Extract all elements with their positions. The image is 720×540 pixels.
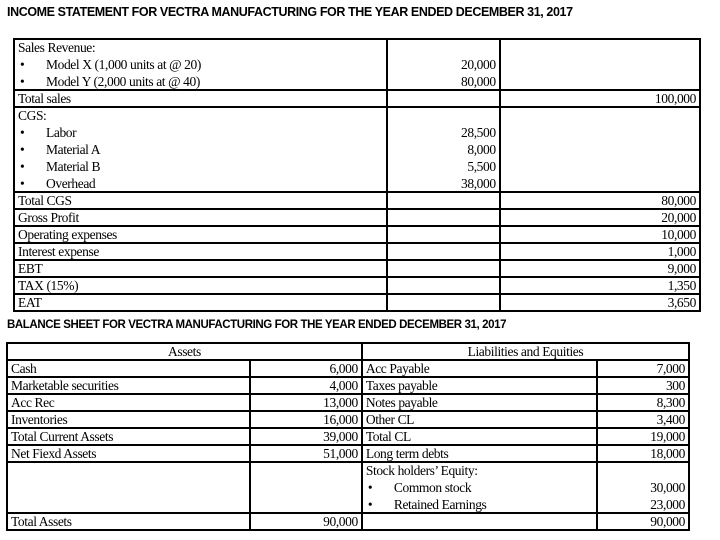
sales-revenue-row xyxy=(14,39,700,90)
row-label: Interest expense xyxy=(14,243,387,260)
row-label: Gross Profit xyxy=(14,209,387,226)
sales-item-value: 80,000 xyxy=(461,74,496,89)
income-row xyxy=(14,277,700,294)
row-total: 9,000 xyxy=(500,260,700,277)
asset-value: 4,000 xyxy=(250,377,362,394)
liability-label: Notes payable xyxy=(362,394,597,411)
income-statement-title: INCOME STATEMENT FOR VECTRA MANUFACTURING FOR THE YEAR ENDED DECEMBER 31, 2017 xyxy=(7,5,573,19)
cgs-item-label: Material A xyxy=(46,142,101,157)
liability-label: Total CL xyxy=(362,428,597,445)
bullet-icon: • xyxy=(20,57,25,72)
liability-label: Taxes payable xyxy=(362,377,597,394)
asset-label: Cash xyxy=(7,360,250,377)
row-total: 100,000 xyxy=(500,90,700,107)
liability-value: 3,400 xyxy=(597,411,689,428)
bullet-icon: • xyxy=(20,176,25,191)
cgs-item-label: Overhead xyxy=(46,176,96,191)
balance-row xyxy=(7,360,689,377)
bullet-icon: • xyxy=(20,159,25,174)
assets-header: Assets xyxy=(7,343,362,360)
cgs-item-value: 38,000 xyxy=(461,176,496,191)
asset-value: 6,000 xyxy=(250,360,362,377)
balance-row xyxy=(7,411,689,428)
equity-item-value: 23,000 xyxy=(650,497,685,512)
liability-value: 8,300 xyxy=(597,394,689,411)
liability-value: 7,000 xyxy=(597,360,689,377)
cgs-item-value: 8,000 xyxy=(467,142,496,157)
total-assets-value: 90,000 xyxy=(250,513,362,530)
liability-value: 19,000 xyxy=(597,428,689,445)
liability-label: Long term debts xyxy=(362,445,597,462)
equity-row xyxy=(7,462,689,513)
asset-label: Marketable securities xyxy=(7,377,250,394)
row-label: EBT xyxy=(14,260,387,277)
liability-label: Acc Payable xyxy=(362,360,597,377)
row-total: 20,000 xyxy=(500,209,700,226)
sales-item-label: Model Y (2,000 units at @ 40) xyxy=(46,74,200,89)
bullet-icon: • xyxy=(20,142,25,157)
liability-value: 18,000 xyxy=(597,445,689,462)
sales-item-label: Model X (1,000 units at @ 20) xyxy=(46,57,201,72)
equity-header: Stock holders’ Equity: xyxy=(365,463,478,478)
total-liabilities-value: 90,000 xyxy=(597,513,689,530)
asset-label: Inventories xyxy=(7,411,250,428)
equity-item-label: Common stock xyxy=(393,480,472,495)
sales-header: Sales Revenue: xyxy=(18,40,96,55)
balance-sheet-table xyxy=(6,342,690,531)
equity-item-value: 30,000 xyxy=(650,480,685,495)
row-label: TAX (15%) xyxy=(14,277,387,294)
row-total: 3,650 xyxy=(500,294,700,311)
cgs-item-label: Material B xyxy=(46,159,101,174)
bullet-icon: • xyxy=(367,480,373,495)
header-row xyxy=(7,343,689,360)
row-total: 10,000 xyxy=(500,226,700,243)
bullet-icon: • xyxy=(20,125,25,140)
total-assets-label: Total Assets xyxy=(7,513,250,530)
row-total: 1,350 xyxy=(500,277,700,294)
asset-label: Acc Rec xyxy=(7,394,250,411)
asset-label: Net Fiexd Assets xyxy=(7,445,250,462)
row-total: 1,000 xyxy=(500,243,700,260)
income-row xyxy=(14,243,700,260)
equity-item-label: Retained Earnings xyxy=(393,497,487,512)
liability-label: Other CL xyxy=(362,411,597,428)
liabilities-header: Liabilities and Equities xyxy=(362,343,689,360)
total-sales-row xyxy=(14,90,700,107)
income-row xyxy=(14,192,700,209)
asset-value: 39,000 xyxy=(250,428,362,445)
income-statement-table xyxy=(13,38,701,312)
liability-value: 300 xyxy=(597,377,689,394)
sales-item-value: 20,000 xyxy=(461,57,496,72)
cgs-item-value: 5,500 xyxy=(467,159,496,174)
row-label: Total sales xyxy=(14,90,387,107)
asset-value: 51,000 xyxy=(250,445,362,462)
row-label: Total CGS xyxy=(14,192,387,209)
income-row xyxy=(14,226,700,243)
row-total: 80,000 xyxy=(500,192,700,209)
cgs-item-label: Labor xyxy=(46,125,77,140)
row-label: EAT xyxy=(14,294,387,311)
income-row xyxy=(14,294,700,311)
cgs-item-value: 28,500 xyxy=(461,125,496,140)
income-row xyxy=(14,260,700,277)
balance-row xyxy=(7,428,689,445)
asset-value: 16,000 xyxy=(250,411,362,428)
bullet-icon: • xyxy=(367,497,373,512)
balance-row xyxy=(7,394,689,411)
total-row xyxy=(7,513,689,530)
balance-row xyxy=(7,377,689,394)
cgs-row xyxy=(14,107,700,192)
cgs-header: CGS: xyxy=(18,108,47,123)
row-label: Operating expenses xyxy=(14,226,387,243)
balance-sheet-title: BALANCE SHEET FOR VECTRA MANUFACTURING FOR THE YEAR ENDED DECEMBER 31, 2017 xyxy=(7,319,507,331)
asset-value: 13,000 xyxy=(250,394,362,411)
income-row xyxy=(14,209,700,226)
balance-row xyxy=(7,445,689,462)
asset-label: Total Current Assets xyxy=(7,428,250,445)
bullet-icon: • xyxy=(20,74,25,89)
